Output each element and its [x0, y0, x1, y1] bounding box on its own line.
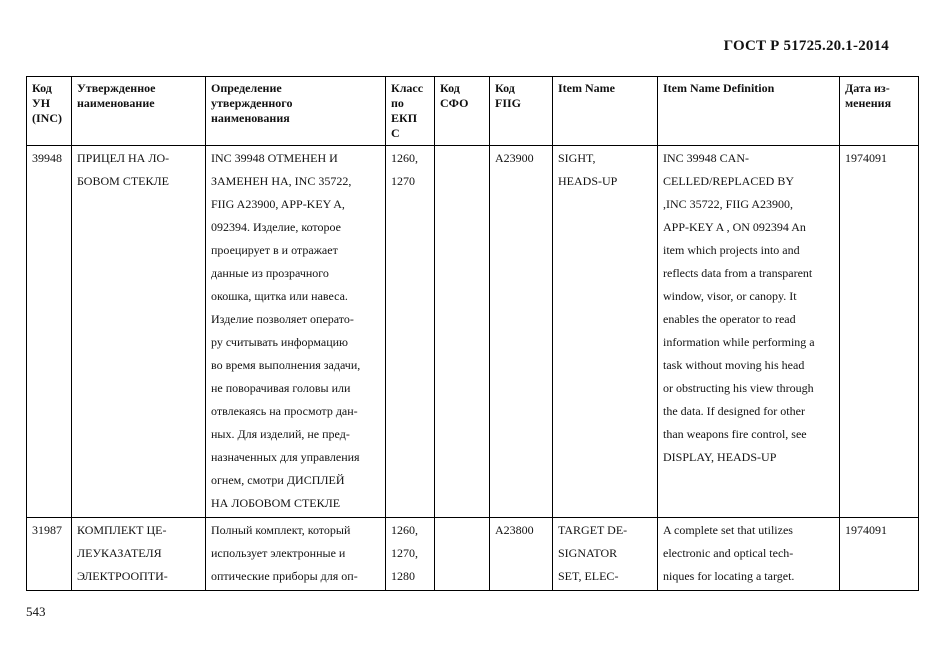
column-header-fiig: Код FIIG: [490, 77, 553, 146]
table-row: [27, 518, 919, 591]
column-header-item-name: Item Name: [553, 77, 658, 146]
cell-item-name: SIGHT, HEADS-UP: [553, 146, 658, 518]
document-code: ГОСТ Р 51725.20.1-2014: [723, 38, 889, 54]
column-header-item-definition: Item Name Definition: [658, 77, 840, 146]
cell-fiig: A23900: [490, 146, 553, 518]
page-number: 543: [26, 604, 46, 619]
cell-inc: 31987: [27, 518, 72, 591]
table-row: [27, 146, 919, 518]
cell-item-name: TARGET DE- SIGNATOR SET, ELEC-: [553, 518, 658, 591]
column-header-sfo: Код СФО: [435, 77, 490, 146]
cell-class: 1260, 1270: [386, 146, 435, 518]
column-header-name-ru: Утвержденное наименование: [72, 77, 206, 146]
cell-fiig: A23800: [490, 518, 553, 591]
cell-name-ru: КОМПЛЕКТ ЦЕ- ЛЕУКАЗАТЕЛЯ ЭЛЕКТРООПТИ-: [72, 518, 206, 591]
cell-item-definition: A complete set that utilizes electronic and optical tech- niques for locating a target.: [658, 518, 840, 591]
cell-sfo: [435, 146, 490, 518]
cell-definition-ru: INC 39948 ОТМЕНЕН И ЗАМЕНЕН НА, INC 35722, FIIG A23900, APP-KEY A, 092394. Изделие, которое проецирует в и отражает данные из прозрачного окошка, щитка или навеса. Изделие позволяет операто- ру считывать информацию во время выполнения задачи, не поворачивая головы или отвлекаясь на просмотр дан- ных. Для изделий, не пред- назначенных для управления огнем, смотри ДИСПЛЕЙ НА ЛОБОВОМ СТЕКЛЕ: [206, 146, 386, 518]
cell-sfo: [435, 518, 490, 591]
cell-inc: 39948: [27, 146, 72, 518]
cell-class: 1260, 1270, 1280: [386, 518, 435, 591]
column-header-definition-ru: Определение утвержденного наименования: [206, 77, 386, 146]
column-header-date: Дата из- менения: [840, 77, 919, 146]
catalog-table: [26, 76, 919, 591]
column-header-inc: Код УН (INC): [27, 77, 72, 146]
cell-date: 1974091: [840, 518, 919, 591]
table-header-row: [27, 77, 919, 146]
column-header-class: Класс по ЕКП С: [386, 77, 435, 146]
cell-definition-ru: Полный комплект, который использует электронные и оптические приборы для оп-: [206, 518, 386, 591]
cell-item-definition: INC 39948 CAN- CELLED/REPLACED BY ,INC 35722, FIIG A23900, APP-KEY A , ON 092394 An item which projects into and reflects data from a transparent window, visor, or canopy. It enables the operator to read information while performing a task without moving his head or obstructing his view through the data. If designed for other than weapons fire control, see DISPLAY, HEADS-UP: [658, 146, 840, 518]
cell-date: 1974091: [840, 146, 919, 518]
cell-name-ru: ПРИЦЕЛ НА ЛО- БОВОМ СТЕКЛЕ: [72, 146, 206, 518]
